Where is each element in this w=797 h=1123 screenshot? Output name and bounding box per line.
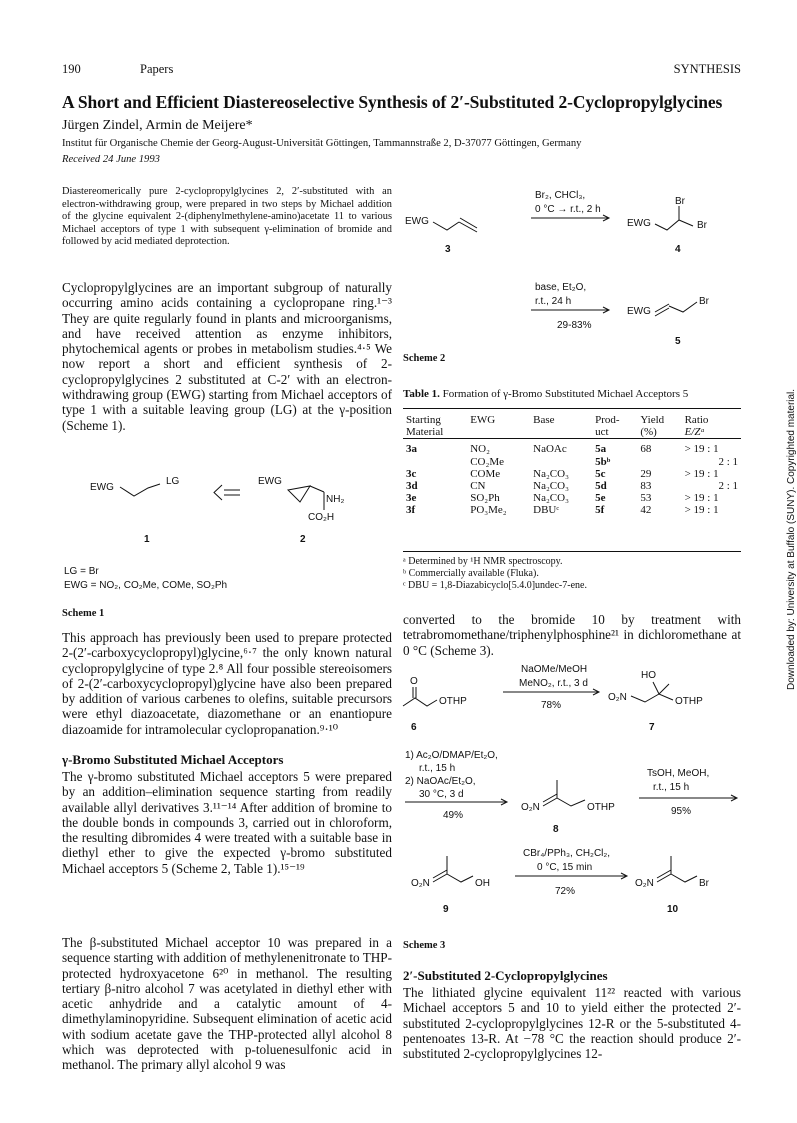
scheme2-caption: Scheme 2 (403, 353, 446, 364)
scheme3-compound-7: 7 (649, 722, 655, 733)
scheme2-cond1-b: 0 °C → r.t., 2 h (535, 204, 601, 215)
retro-arrow-icon (214, 485, 240, 500)
scheme3-ho-7: HO (641, 670, 656, 681)
scheme2-ewg-5: EWG (627, 306, 651, 317)
table-row: 3f PO₃Me₂ DBUᶜ 5f 42 > 19 : 1 (406, 504, 719, 517)
scheme3-r3-cond-b: r.t., 15 h (653, 782, 690, 793)
scheme1-graphic (62, 462, 392, 612)
scheme3-graphic (403, 660, 741, 930)
scheme3-r2-yield: 49% (443, 810, 464, 821)
table-row: 3d CN Na₂CO₃ 5d 83 2 : 1 (406, 480, 738, 493)
paper-title: A Short and Efficient Diastereoselective Synthesis of 2′-Substituted 2-Cyclopropylglycines (62, 92, 723, 112)
scheme3-compound-8: 8 (553, 824, 559, 835)
table1-footnote-c: ᶜ DBU = 1,8-Diazabicyclo[5.4.0]undec-7-ene. (403, 580, 587, 591)
scheme2-cond2-a: base, Et₂O, (535, 282, 587, 293)
scheme3-othp-6: OTHP (439, 696, 467, 707)
scheme3-compound-10: 10 (667, 904, 679, 915)
scheme3-o2n-10: O₂N (635, 878, 654, 889)
scheme3-compound-6: 6 (411, 722, 417, 733)
section2-heading: 2′-Substituted 2-Cyclopropylglycines (403, 968, 608, 983)
scheme3-br-10: Br (699, 878, 709, 889)
scheme2-br-5: Br (699, 296, 709, 307)
scheme1-caption: Scheme 1 (62, 608, 105, 619)
scheme3-o2n-9: O₂N (411, 878, 430, 889)
scheme3-r1-yield: 78% (541, 700, 562, 711)
table1-title: Formation of γ-Bromo Substituted Michael Acceptors 5 (442, 388, 689, 400)
section1-heading: γ-Bromo Substituted Michael Acceptors (62, 752, 284, 767)
intro-paragraph: Cyclopropylglycines are an important subgroup of naturally occurring amino acids containing a cyclopropane ring.¹⁻³ They are quite regularly found in plants and microorganisms, and have received attention as enzyme inhibitors, phytochemical agents or probes in metabolism studies.⁴·⁵ We now report a short and efficient synthesis of 2-cyclopropylglycines 2 substituted at C-2′ with an electron-withdrawing group (EWG) starting from Michael acceptors of type 1 with a suitable leaving group (LG) at the γ-position (Scheme 1). (62, 280, 392, 433)
scheme1-lg: LG (166, 476, 180, 487)
affiliation: Institut für Organische Chemie der Georg-August-Universität Göttingen, Tammannstraße 2, D-37077 Göttingen, Germany (62, 138, 582, 149)
scheme1-compound-2: 2 (300, 534, 306, 545)
scheme3-othp-8: OTHP (587, 802, 615, 813)
table1-label: Table 1. (403, 388, 440, 400)
scheme3-r3-cond-a: TsOH, MeOH, (647, 768, 710, 779)
scheme3-othp-7: OTHP (675, 696, 703, 707)
scheme3-r4-cond-b: 0 °C, 15 min (537, 862, 593, 873)
scheme3-r2-cond-c: 2) NaOAc/Et₂O, (405, 776, 476, 787)
scheme2-ewg-3: EWG (405, 216, 429, 227)
page-number: 190 (62, 62, 81, 76)
scheme3-caption: Scheme 3 (403, 940, 446, 951)
section2-paragraph1: The lithiated glycine equivalent 11²² reacted with various Michael acceptors 5 and 10 to yield either the protected 2′-substituted 2-cyclopropylglycines 12-R or the 5-substituted 4-pentenoates 13-R. At −78 °C the reaction should produce 2′-substituted 2-cyclopropylglycines 12- (403, 985, 741, 1062)
scheme3-r4-yield: 72% (555, 886, 576, 897)
table-row: 3c COMe Na₂CO₃ 5c 29 > 19 : 1 (406, 467, 719, 480)
scheme1-lg-definition: LG = Br (64, 566, 99, 577)
scheme2-cond1-a: Br₂, CHCl₃, (535, 190, 586, 201)
table1-footnote-a: ᵃ Determined by ¹H NMR spectroscopy. (403, 556, 563, 567)
section1-paragraph1: The γ-bromo substituted Michael acceptors 5 were prepared by an addition–elimination sequence starting from readily available allyl derivatives 3.¹¹⁻¹⁴ After addition of bromine to the double bonds in compounds 3, carried out in chloroform, the resulting dibromides 4 were treated with a suitable base in diethyl ether to give the expected γ-bromo substituted Michael acceptors 5 (Scheme 2, Table 1).¹⁵⁻¹⁹ (62, 769, 392, 876)
section-label: Papers (140, 62, 174, 76)
authors: Jürgen Zindel, Armin de Meijere* (62, 118, 253, 133)
scheme2-br-b: Br (697, 220, 707, 231)
section1-paragraph2: The β-substituted Michael acceptor 10 was prepared in a sequence starting with addition of methylenenitronate to THP-protected hydroxyacetone 6²⁰ in methanol. The resulting tertiary β-nitro alcohol 7 was acetylated in diethyl ether with acetic anhydride and a catalytic amount of 4-dimethylaminopyridine. Subsequent elimination of acetic acid with sodium acetate gave the THP-protected allyl alcohol 8 which was deprotected with p-toluenesulfonic acid in methanol. The primary allyl alcohol 9 was (62, 935, 392, 1073)
scheme3-r1-cond-a: NaOMe/MeOH (521, 664, 588, 675)
scheme2-br-a: Br (675, 196, 685, 207)
scheme2-cond2-b: r.t., 24 h (535, 296, 572, 307)
table1-footnote-b: ᵇ Commercially available (Fluka). (403, 568, 539, 579)
table1-caption (403, 388, 741, 400)
scheme2-graphic (403, 186, 741, 351)
scheme3-r4-cond-a: CBr₄/PPh₃, CH₂Cl₂, (523, 848, 611, 859)
table1-header-row: Starting Material EWG Base Prod- uct Yield (%) Ratio E/Zᵃ (406, 414, 709, 439)
received-date: Received 24 June 1993 (62, 154, 160, 165)
table-row: CO₂Me 5bᵇ 2 : 1 (470, 455, 738, 468)
scheme3-r2-cond-b: r.t., 15 h (419, 763, 456, 774)
scheme3-r2-cond-a: 1) Ac₂O/DMAP/Et₂O, (405, 750, 498, 761)
scheme3-ketone-o: O (410, 676, 418, 687)
scheme3-o2n-8: O₂N (521, 802, 540, 813)
right-paragraph1: converted to the bromide 10 by treatment with tetrabromomethane/triphenylphosphine²¹ in dichloromethane at 0 °C (Scheme 3). (403, 612, 741, 658)
table1-footnotes (403, 556, 741, 592)
scheme3-oh-9: OH (475, 878, 490, 889)
scheme1-ewg-right: EWG (258, 476, 282, 487)
scheme1-compound-1: 1 (144, 534, 150, 545)
scheme1-ewg-definition: EWG = NO₂, CO₂Me, COMe, SO₂Ph (64, 580, 228, 591)
table1-top-rule (403, 408, 741, 409)
scheme1-nh2: NH₂ (326, 494, 345, 505)
scheme2-compound-4: 4 (675, 244, 681, 255)
table1 (403, 414, 741, 517)
scheme2-compound-5: 5 (675, 336, 681, 347)
scheme3-compound-9: 9 (443, 904, 449, 915)
scheme3-o2n-7: O₂N (608, 692, 627, 703)
abstract: Diastereomerically pure 2-cyclopropylglycines 2, 2′-substituted with an electron-withdrawing group, were prepared in two steps by Michael addition of the glycine equivalent 2-(diphenylmethylene-amino)acetate 11 to various Michael acceptors of type 1 with subsequent γ-elimination of bromide and followed by acid mediated deprotection. (62, 186, 392, 248)
scheme1-ewg-left: EWG (90, 482, 114, 493)
scheme2-compound-3: 3 (445, 244, 451, 255)
table-row: 3e SO₂Ph Na₂CO₃ 5e 53 > 19 : 1 (406, 492, 719, 505)
download-notice: Downloaded by: University at Buffalo (SUNY). Copyrighted material. (786, 388, 797, 690)
scheme2-ewg-4: EWG (627, 218, 651, 229)
scheme3-r2-cond-d: 30 °C, 3 d (419, 789, 464, 800)
table1-bottom-rule (403, 551, 741, 552)
scheme2-yield: 29-83% (557, 320, 592, 331)
scheme1-co2h: CO₂H (308, 512, 335, 523)
table-row: 3a NO₂ NaOAc 5a 68 > 19 : 1 (406, 443, 719, 456)
scheme3-r3-yield: 95% (671, 806, 692, 817)
approach-paragraph: This approach has previously been used to prepare protected 2-(2′-carboxycyclopropyl)glycine,⁶·⁷ the only known natural cyclopropylglycine of type 2.⁸ All four possible stereoisomers of 2-(2′-carboxycyclopropyl)glycine have also been prepared by addition of various carbenes to olefins, suitable precursors were ethyl diazoacetate, diazomethane or an enantiopure diazoamide for intramolecular cyclopropanation.⁹·¹⁰ (62, 630, 392, 737)
scheme3-r1-cond-b: MeNO₂, r.t., 3 d (519, 678, 588, 689)
journal-name: SYNTHESIS (673, 62, 741, 76)
